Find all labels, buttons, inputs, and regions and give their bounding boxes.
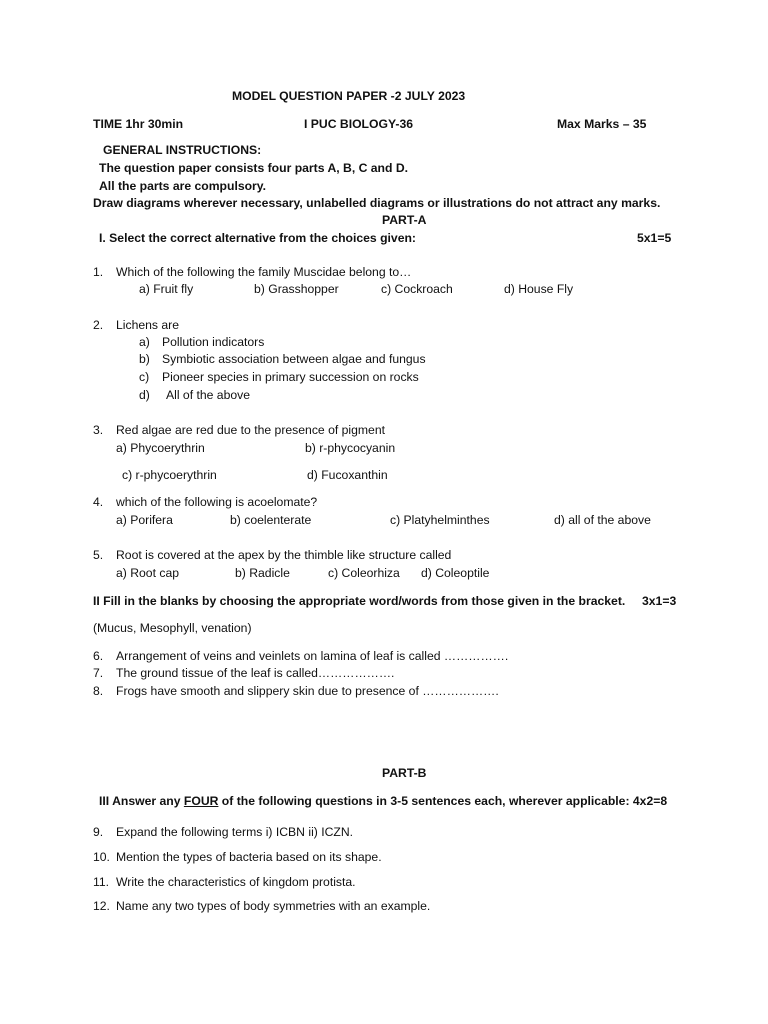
instructions-heading: GENERAL INSTRUCTIONS: <box>103 143 262 157</box>
option: b) Grasshopper <box>254 282 339 296</box>
option: a) Fruit fly <box>139 282 194 296</box>
option-label: b) <box>139 352 150 366</box>
question-number: 6. <box>93 649 104 663</box>
question-text: which of the following is acoelomate? <box>116 495 318 509</box>
question-number: 11. <box>93 875 110 889</box>
option: a) Phycoerythrin <box>116 441 205 455</box>
option: b) coelenterate <box>230 513 312 527</box>
question-text: Root is covered at the apex by the thimble like structure called <box>116 548 452 562</box>
option: c) r-phycoerythrin <box>122 468 217 482</box>
question-number: 10. <box>93 850 110 864</box>
option: b) r-phycocyanin <box>305 441 396 455</box>
question-number: 9. <box>93 825 104 839</box>
option: d) House Fly <box>504 282 574 296</box>
option: Pollution indicators <box>162 335 265 349</box>
section-1-marks: 5x1=5 <box>637 231 672 245</box>
max-marks-label: Max Marks – 35 <box>557 117 647 131</box>
option: c) Cockroach <box>381 282 453 296</box>
option: a) Root cap <box>116 566 180 580</box>
paper-title: MODEL QUESTION PAPER -2 JULY 2023 <box>232 89 466 103</box>
option: Pioneer species in primary succession on rocks <box>162 370 419 384</box>
option: All of the above <box>166 388 251 402</box>
question-text: Red algae are red due to the presence of pigment <box>116 423 385 437</box>
question-text: Which of the following the family Muscidae belong to… <box>116 265 412 279</box>
time-label: TIME 1hr 30min <box>93 117 184 131</box>
section-2-heading: II Fill in the blanks by choosing the appropriate word/words from those given in the bracket. <box>93 594 626 608</box>
option: a) Porifera <box>116 513 173 527</box>
question-text: Name any two types of body symmetries with an example. <box>116 899 431 913</box>
question-text: Write the characteristics of kingdom protista. <box>116 875 356 889</box>
option-label: c) <box>139 370 150 384</box>
part-b-title: PART-B <box>382 766 427 780</box>
option: Symbiotic association between algae and fungus <box>162 352 426 366</box>
option-label: a) <box>139 335 150 349</box>
part-a-title: PART-A <box>382 213 427 227</box>
question-text: Frogs have smooth and slippery skin due to presence of ………………. <box>116 684 499 698</box>
option: c) Coleorhiza <box>328 566 400 580</box>
question-number: 12. <box>93 899 110 913</box>
instruction-line: The question paper consists four parts A, B, C and D. <box>99 161 409 175</box>
question-text: Expand the following terms i) ICBN ii) ICZN. <box>116 825 354 839</box>
option-label: d) <box>139 388 150 402</box>
question-text: Mention the types of bacteria based on its shape. <box>116 850 382 864</box>
question-number: 1. <box>93 265 104 279</box>
question-text: Arrangement of veins and veinlets on lamina of leaf is called ……………. <box>116 649 509 663</box>
instruction-line: Draw diagrams wherever necessary, unlabelled diagrams or illustrations do not attract any marks. <box>93 196 661 210</box>
option: c) Platyhelminthes <box>390 513 490 527</box>
option: d) Coleoptile <box>421 566 490 580</box>
question-number: 8. <box>93 684 104 698</box>
instruction-line: All the parts are compulsory. <box>99 179 267 193</box>
subject-label: I PUC BIOLOGY-36 <box>304 117 414 131</box>
question-number: 4. <box>93 495 104 509</box>
question-number: 2. <box>93 318 104 332</box>
section-3-pre: III Answer any <box>99 794 184 808</box>
section-3-emphasis: FOUR <box>183 794 219 808</box>
option: b) Radicle <box>235 566 290 580</box>
question-number: 7. <box>93 666 104 680</box>
section-1-heading: I. Select the correct alternative from the choices given: <box>99 231 416 245</box>
option: d) all of the above <box>554 513 651 527</box>
question-text: The ground tissue of the leaf is called………………. <box>116 666 395 680</box>
option: d) Fucoxanthin <box>307 468 388 482</box>
section-3-heading <box>99 794 667 809</box>
word-bank: (Mucus, Mesophyll, venation) <box>93 621 252 635</box>
question-text: Lichens are <box>116 318 180 332</box>
question-number: 3. <box>93 423 104 437</box>
question-number: 5. <box>93 548 104 562</box>
section-3-post: of the following questions in 3-5 sentences each, wherever applicable: 4x2=8 <box>218 794 668 808</box>
section-2-marks: 3x1=3 <box>642 594 677 608</box>
